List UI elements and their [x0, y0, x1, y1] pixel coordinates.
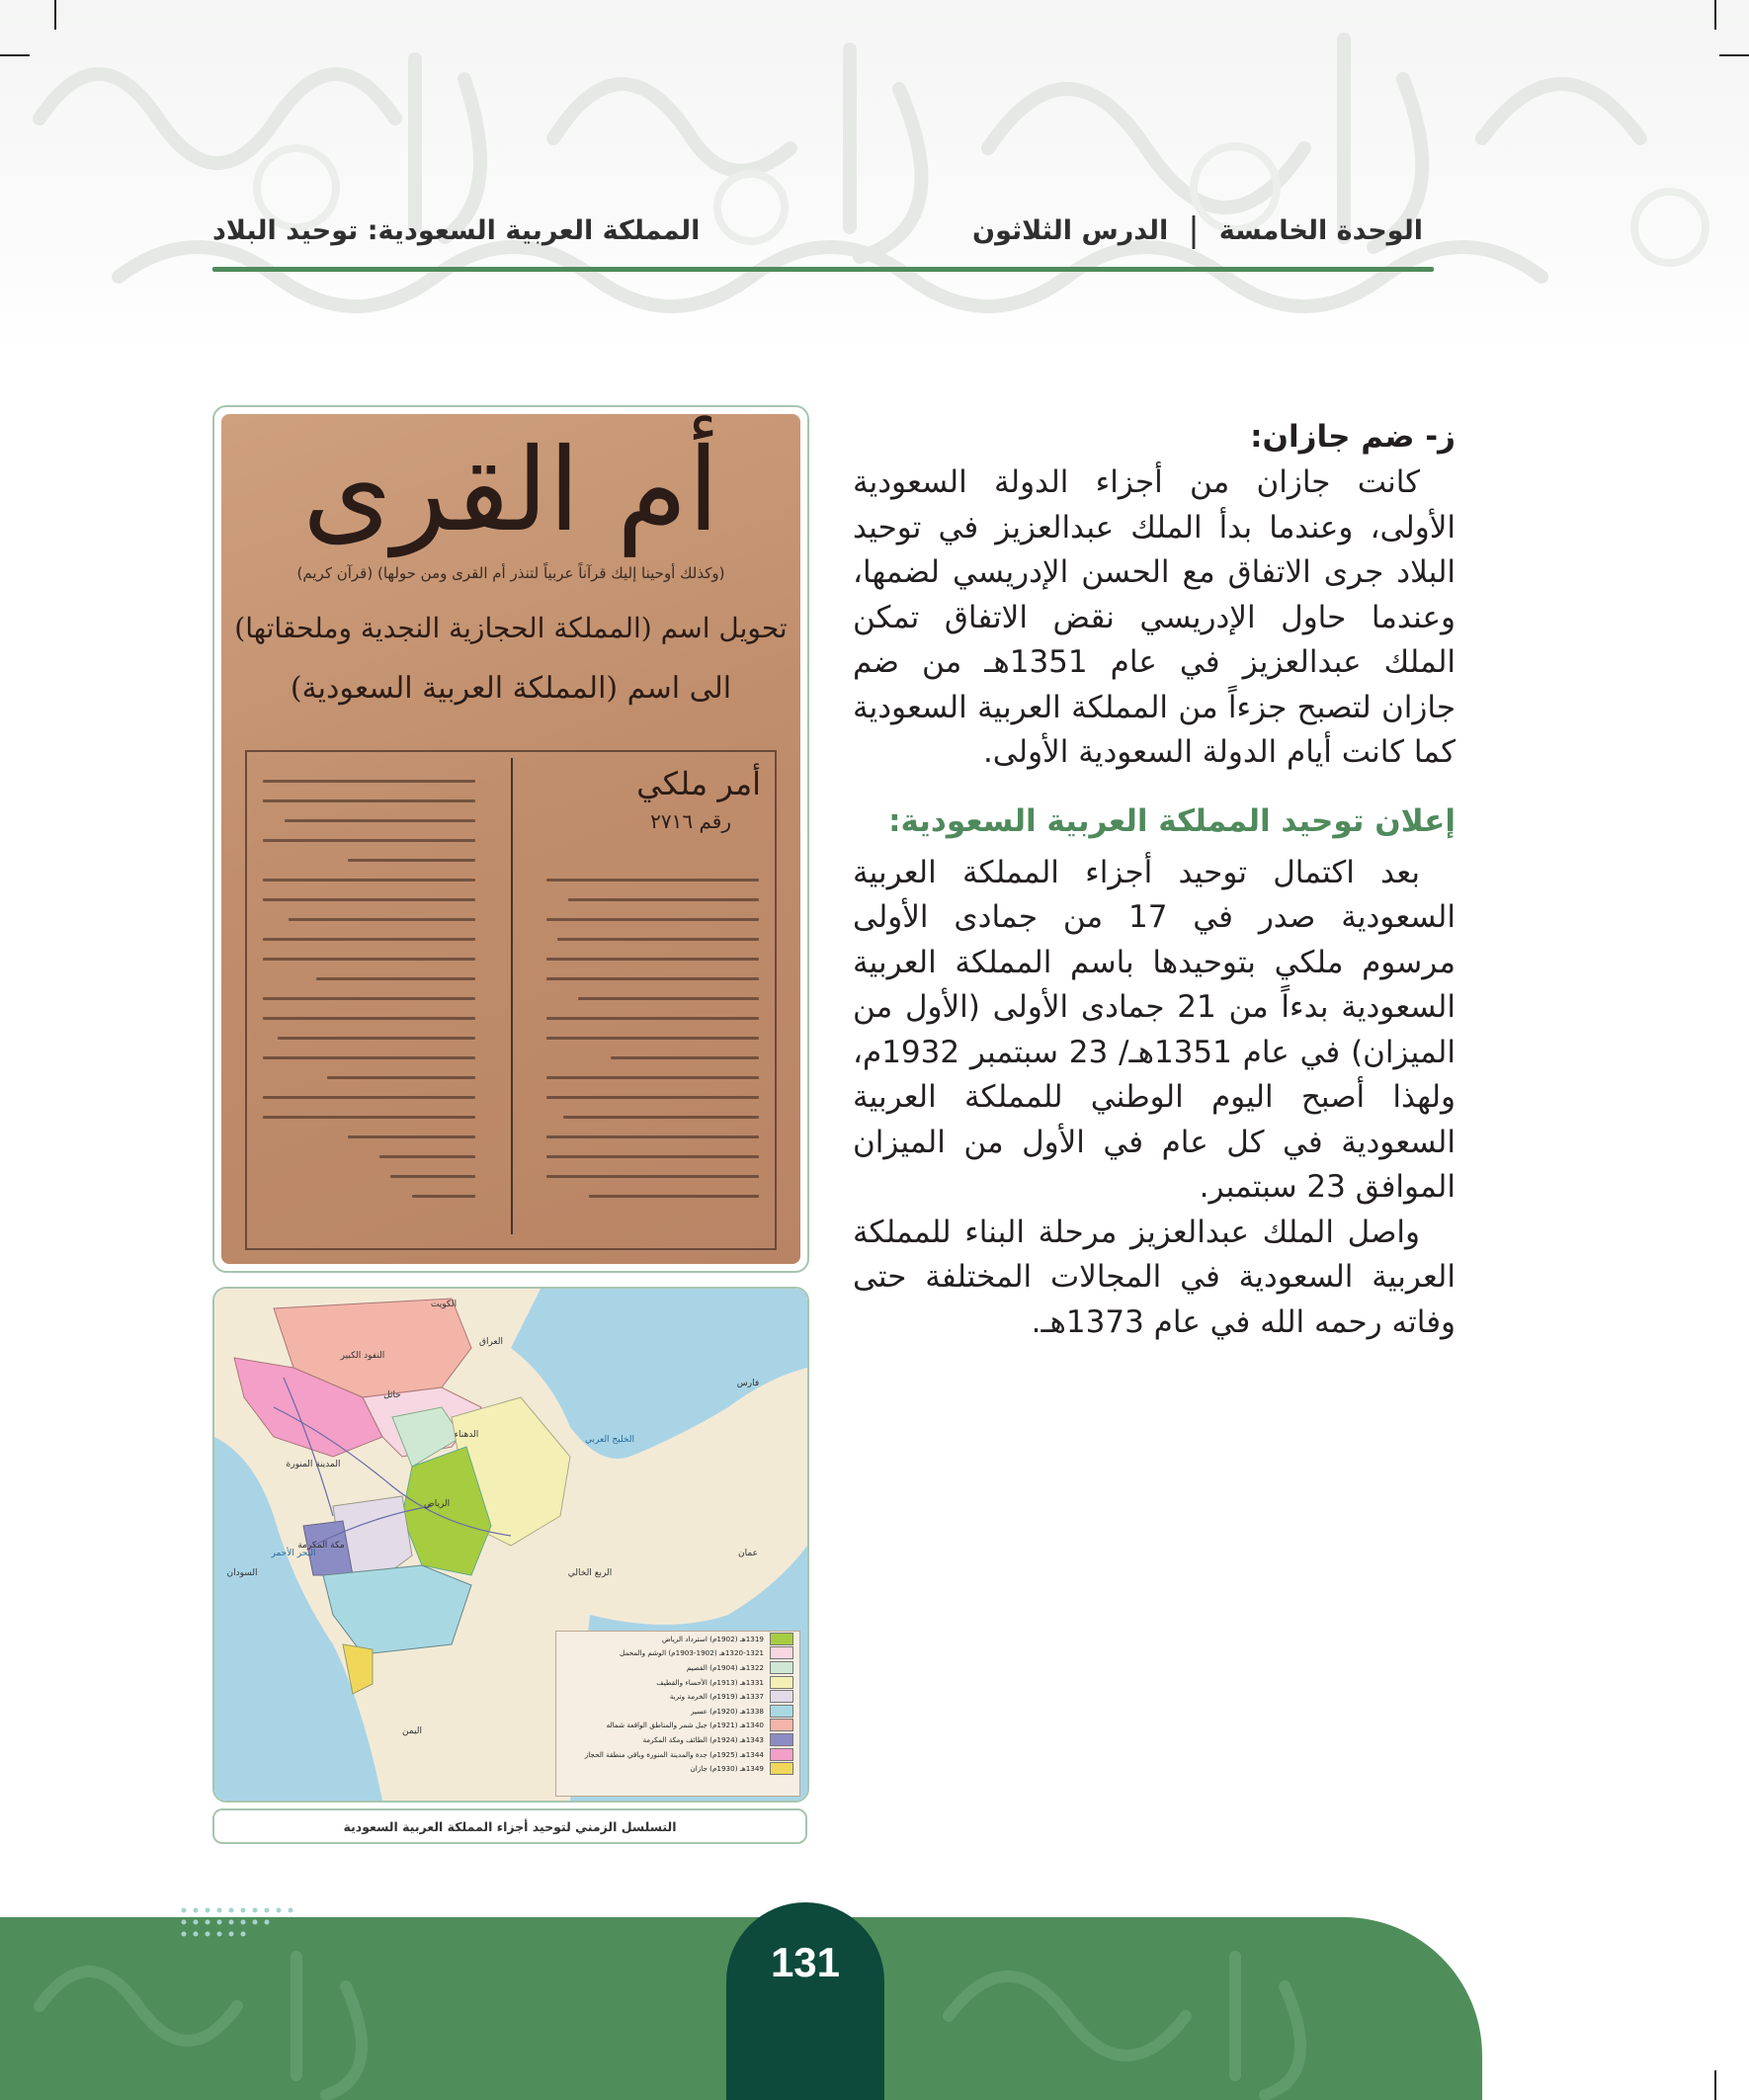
newspaper-headline-2: الى اسم (المملكة العربية السعودية)	[290, 671, 732, 706]
legend-item	[556, 1747, 799, 1762]
crop-mark	[1714, 0, 1716, 30]
newspaper-image	[221, 414, 800, 1264]
page-number: 131	[770, 1939, 841, 1985]
legend-swatch	[770, 1646, 793, 1659]
legend-item	[556, 1761, 799, 1776]
map-label-persia: فارس	[736, 1379, 760, 1388]
legend-item	[556, 1689, 799, 1704]
calligraphy-background	[0, 0, 1749, 356]
legend-swatch	[770, 1676, 793, 1689]
crop-mark	[0, 54, 30, 56]
legend-swatch	[770, 1733, 793, 1746]
newspaper-masthead: أم القرى	[302, 424, 719, 557]
map-label-madinah: المدينة المنورة	[286, 1460, 341, 1470]
map-label-oman: عمان	[738, 1549, 758, 1558]
legend-item	[556, 1646, 799, 1661]
text-column	[853, 413, 1456, 1345]
jazan-heading: ز- ضم جازان:	[1250, 419, 1456, 455]
map-label-nafud: النفود الكبير	[340, 1351, 385, 1361]
legend-swatch	[770, 1661, 793, 1674]
header-unit-lesson	[972, 210, 1423, 250]
map-label-empty-quarter: الربع الخالي	[567, 1568, 613, 1578]
header-unit: الوحدة الخامسة	[1218, 214, 1423, 246]
legend-swatch	[770, 1719, 793, 1731]
legend-swatch	[770, 1633, 793, 1645]
legend-label: 1340هـ (1921م) جبل شمر والمناطق الواقعة شماله	[606, 1721, 764, 1730]
legend-label: 1320-1321هـ (1902-1903م) الوشم والمحمل	[620, 1648, 764, 1658]
newspaper-verse: (وكذلك أوحينا إليك قرآناً عربياً لتنذر أم القرى ومن حولها) (قرآن كريم)	[296, 564, 725, 582]
map-label-riyadh: الرياض	[423, 1499, 451, 1509]
newspaper-left-column-text	[263, 780, 475, 1215]
legend-label: 1349هـ (1930م) جازان	[690, 1764, 764, 1774]
legend-swatch	[770, 1748, 793, 1761]
legend-label: 1331هـ (1913م) الأحساء والقطيف	[656, 1677, 764, 1687]
map-label-hail: حائل	[383, 1390, 401, 1400]
legend-item	[556, 1675, 799, 1690]
crop-mark	[1714, 2070, 1716, 2100]
announcement-heading: إعلان توحيد المملكة العربية السعودية:	[888, 802, 1456, 839]
map-label-dahna: الدهناء	[454, 1430, 479, 1440]
newspaper-image-frame	[212, 405, 809, 1273]
legend-label: 1337هـ (1919م) الخرمة وتربة	[669, 1692, 764, 1702]
newspaper-column-rule	[511, 758, 513, 1234]
crop-mark	[54, 0, 56, 30]
legend-label: 1344هـ (1925م) جدة والمدينة المنورة وباقي منطقة الحجاز	[584, 1749, 764, 1759]
unification-map	[212, 1287, 809, 1803]
legend-item	[556, 1732, 799, 1747]
legend-item	[556, 1660, 799, 1675]
map-label-makkah: مكة المكرمة	[297, 1541, 345, 1551]
header-lesson: الدرس الثلاثون	[972, 214, 1169, 246]
newspaper-decree-number: رقم ٢٧١٦	[650, 809, 731, 833]
legend-label: 1343هـ (1924م) الطائف ومكة المكرمة	[642, 1734, 764, 1744]
map-label-iraq: العراق	[478, 1337, 504, 1347]
newspaper-right-column-text	[546, 879, 759, 1215]
legend-swatch	[770, 1762, 793, 1775]
jazan-paragraph: كانت جازان من أجزاء الدولة السعودية الأولى، وعندما بدأ الملك عبدالعزيز في توحيد البلاد جرى الاتفاق مع الحسن الإدريسي لضمها، وعندما حاول الإدريسي نقض الاتفاق تمكن الملك عبدالعزيز في عام 1351هـ من ضم جازان لتصبح جزءاً من المملكة العربية السعودية كما كانت أيام الدولة السعودية الأولى.	[853, 464, 1456, 770]
map-legend	[555, 1631, 800, 1797]
newspaper-headline-1: تحويل اسم (المملكة الحجازية النجدية وملحقاتها)	[234, 612, 788, 644]
map-label-kuwait: الكويت	[430, 1300, 458, 1309]
legend-label: 1319هـ (1902م) استرداد الرياض	[661, 1634, 764, 1643]
page-header	[212, 208, 1423, 253]
map-caption: التسلسل الزمني لتوحيد أجزاء المملكة العربية السعودية	[212, 1808, 807, 1844]
newspaper-decree-title: أمر ملكي	[636, 765, 761, 802]
ministry-logo-dots	[176, 1902, 324, 1952]
legend-label: 1322هـ (1904م) القصيم	[686, 1662, 764, 1672]
map-label-redsea: البحر الأحمر	[271, 1549, 316, 1558]
building-paragraph: واصل الملك عبدالعزيز مرحلة البناء للمملكة العربية السعودية في المجالات المختلفة حتى وفاته رحمه الله في عام 1373هـ.	[853, 1214, 1456, 1340]
header-rule	[212, 267, 1434, 272]
legend-item	[556, 1632, 799, 1646]
header-separator: |	[1188, 210, 1200, 250]
page-number-badge	[726, 1902, 884, 2100]
legend-label: 1338هـ (1920م) عسير	[691, 1706, 764, 1716]
header-title: المملكة العربية السعودية: توحيد البلاد	[212, 214, 701, 246]
legend-swatch	[770, 1705, 793, 1718]
map-label-sudan: السودان	[226, 1568, 258, 1578]
map-label-yemen: اليمن	[401, 1726, 423, 1736]
legend-item	[556, 1719, 799, 1733]
crop-mark	[1719, 54, 1749, 56]
legend-item	[556, 1704, 799, 1719]
announcement-paragraph: بعد اكتمال توحيد أجزاء المملكة العربية السعودية صدر في 17 من جمادى الأولى مرسوم ملكي بتوحيدها باسم المملكة العربية السعودية بدءاً من 21 جمادى الأولى (الأول من الميزان) في عام 1351هـ/ 23 سبتمبر 1932م، ولهذا أصبح اليوم الوطني للمملكة العربية السعودية في كل عام في الأول من الميزان الموافق 23 سبتمبر.	[853, 854, 1456, 1205]
map-label-gulf: الخليج العربي	[585, 1435, 634, 1445]
legend-swatch	[770, 1690, 793, 1703]
